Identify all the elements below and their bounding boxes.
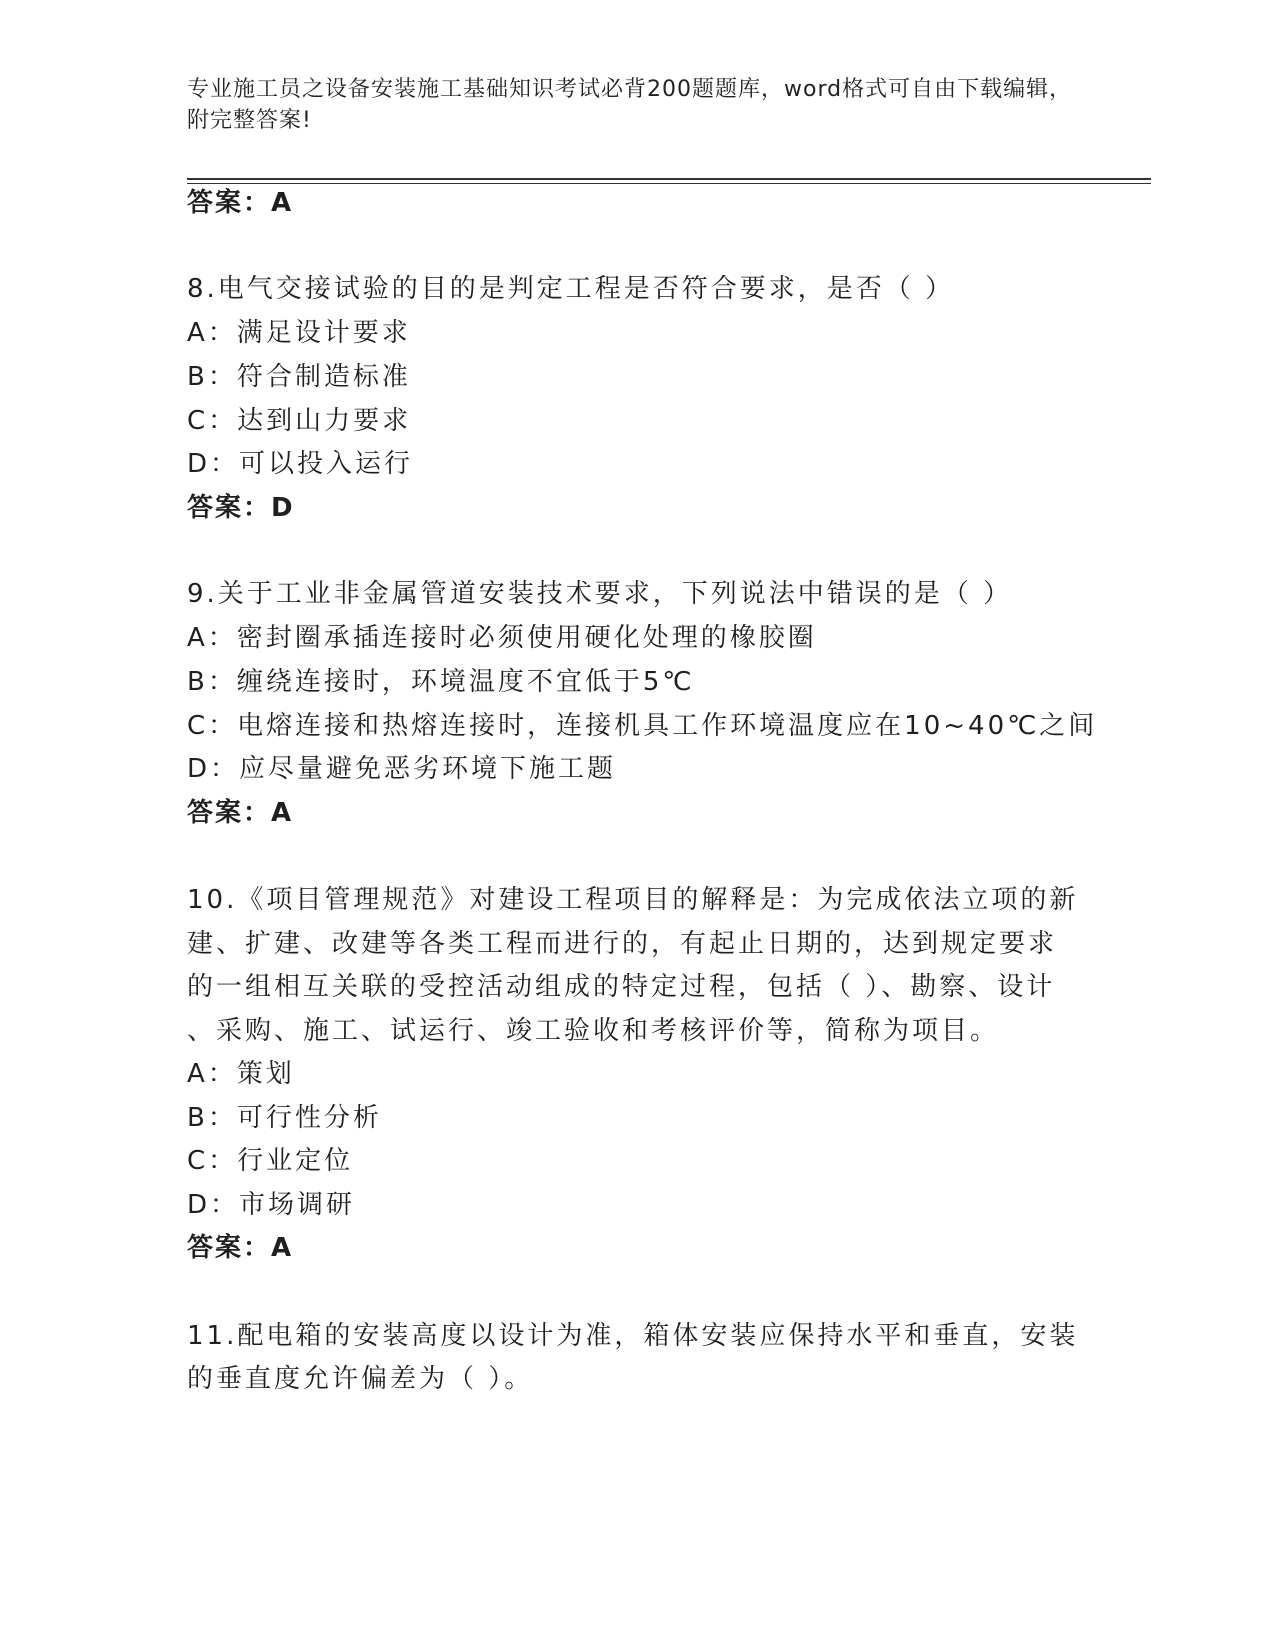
answer-line: 答案：A — [187, 798, 294, 828]
header-divider — [187, 178, 1151, 180]
option-b: B：符合制造标准 — [187, 362, 411, 392]
question-stem: 11.配电箱的安装高度以设计为准，箱体安装应保持水平和垂直，安装 — [187, 1321, 1079, 1351]
question-stem: 10.《项目管理规范》对建设工程项目的解释是：为完成依法立项的新 — [187, 885, 1079, 915]
option-d: D：可以投入运行 — [187, 449, 414, 479]
option-c: C：达到山力要求 — [187, 406, 412, 436]
question-stem: 的一组相互关联的受控活动组成的特定过程，包括（ ）、勘察、设计 — [187, 972, 1056, 1002]
question-stem: 8.电气交接试验的目的是判定工程是否符合要求，是否（ ） — [187, 274, 955, 304]
option-b: B：缠绕连接时，环境温度不宜低于5℃ — [187, 667, 695, 697]
header-divider-thin — [187, 183, 1151, 184]
answer-line: 答案：D — [187, 493, 295, 523]
option-d: D：市场调研 — [187, 1190, 356, 1220]
document-header: 专业施工员之设备安装施工基础知识考试必背200题题库，word格式可自由下载编辑，附完整答案! — [187, 77, 1073, 133]
answer-line: 答案：A — [187, 188, 294, 218]
option-a: A：策划 — [187, 1059, 295, 1089]
option-d: D：应尽量避免恶劣环境下施工题 — [187, 754, 617, 784]
question-stem: 的垂直度允许偏差为（ ）。 — [187, 1364, 534, 1394]
option-a: A：密封圈承插连接时必须使用硬化处理的橡胶圈 — [187, 623, 817, 653]
answer-line: 答案：A — [187, 1233, 294, 1263]
question-stem: 9.关于工业非金属管道安装技术要求，下列说法中错误的是（ ） — [187, 579, 1013, 609]
question-stem: 、采购、施工、试运行、竣工验收和考核评价等，简称为项目。 — [187, 1016, 1000, 1046]
option-c: C：行业定位 — [187, 1146, 354, 1176]
option-b: B：可行性分析 — [187, 1103, 382, 1133]
question-stem: 建、扩建、改建等各类工程而进行的，有起止日期的，达到规定要求 — [187, 929, 1058, 959]
option-c: C：电熔连接和热熔连接时，连接机具工作环境温度应在10~40℃之间 — [187, 711, 1098, 741]
option-a: A：满足设计要求 — [187, 318, 411, 348]
